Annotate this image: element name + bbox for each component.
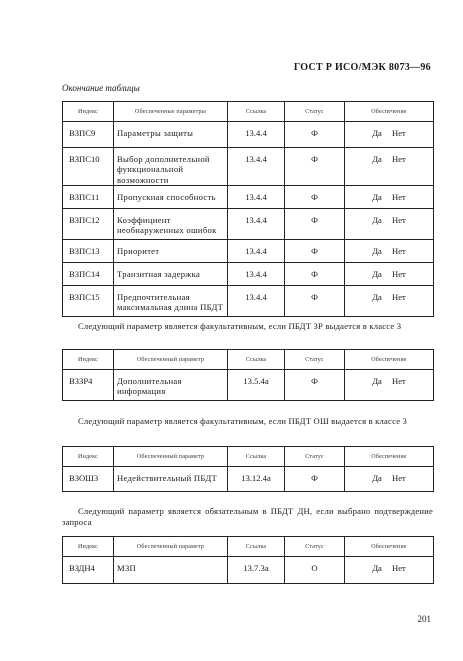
table-row	[63, 239, 434, 262]
cell-param: Выбор дополнительной функциональной возможности	[114, 148, 228, 186]
table-osh	[62, 446, 434, 492]
cell-param: Транзитная задержка	[114, 262, 228, 285]
col-header-ref: Ссылка	[228, 447, 285, 467]
paragraph-osh: Следующий параметр является факультативным, если ПБДТ ОШ выдается в классе 3	[78, 416, 408, 426]
cell-index: ВЗПС12	[63, 208, 114, 239]
cell-status: Ф	[285, 467, 345, 492]
cell-param: Коэффициент необнаруженных ошибок	[114, 208, 228, 239]
cell-ref: 13.4.4	[228, 239, 285, 262]
table-header-row	[63, 350, 434, 370]
table-row	[63, 285, 434, 316]
cell-index: ВЗПС14	[63, 262, 114, 285]
cell-status: Ф	[285, 185, 345, 208]
cell-index: ВЗПС10	[63, 148, 114, 186]
cell-provision: Да Нет	[345, 239, 434, 262]
cell-index: ВЗПС15	[63, 285, 114, 316]
cell-provision: Да Нет	[345, 185, 434, 208]
cell-status: Ф	[285, 239, 345, 262]
col-header-ref: Ссылка	[228, 350, 285, 370]
cell-ref: 13.4.4	[228, 285, 285, 316]
cell-ref: 13.4.4	[228, 148, 285, 186]
paragraph-dn: Следующий параметр является обязательным в ПБДТ ДН, если выбрано подтверждение запроса	[62, 506, 433, 527]
cell-provision: Да Нет	[345, 557, 434, 584]
col-header-params: Обеспеченные параметры	[114, 102, 228, 122]
table-header-row	[63, 102, 434, 122]
cell-status: Ф	[285, 262, 345, 285]
table-row	[63, 370, 434, 401]
cell-ref: 13.5.4а	[228, 370, 285, 401]
paragraph-zr: Следующий параметр является факультативным, если ПБДТ ЗР выдается в классе 3	[78, 321, 402, 331]
main-table	[62, 101, 434, 317]
cell-provision: Да Нет	[345, 285, 434, 316]
cell-ref: 13.4.4	[228, 208, 285, 239]
col-header-index: Индекс	[63, 537, 114, 557]
page-number: 201	[417, 614, 431, 624]
cell-status: Ф	[285, 148, 345, 186]
cell-param: МЗП	[114, 557, 228, 584]
col-header-ref: Ссылка	[228, 102, 285, 122]
col-header-provision: Обеспечение	[345, 537, 434, 557]
cell-param: Недействительный ПБДТ	[114, 467, 228, 492]
cell-param: Приоритет	[114, 239, 228, 262]
table-row	[63, 557, 434, 584]
cell-index: ВЗПС11	[63, 185, 114, 208]
col-header-param: Обеспеченный параметр	[114, 447, 228, 467]
cell-param: Параметры защиты	[114, 122, 228, 148]
table-header-row	[63, 537, 434, 557]
cell-status: Ф	[285, 122, 345, 148]
table-row	[63, 467, 434, 492]
cell-ref: 13.4.4	[228, 185, 285, 208]
cell-param: Дополнительная информация	[114, 370, 228, 401]
table-dn	[62, 536, 434, 584]
cell-status: О	[285, 557, 345, 584]
table-row	[63, 122, 434, 148]
col-header-index: Индекс	[63, 447, 114, 467]
col-header-provision: Обеспечение	[345, 447, 434, 467]
table-row	[63, 185, 434, 208]
cell-status: Ф	[285, 285, 345, 316]
cell-ref: 13.12.4а	[228, 467, 285, 492]
cell-index: ВЗПС9	[63, 122, 114, 148]
table-row	[63, 262, 434, 285]
table-row	[63, 208, 434, 239]
document-header: ГОСТ Р ИСО/МЭК 8073—96	[293, 62, 431, 73]
table-caption: Окончание таблицы	[62, 83, 140, 93]
cell-index: ВЗОШ3	[63, 467, 114, 492]
cell-index: ВЗЗР4	[63, 370, 114, 401]
col-header-provision: Обеспечение	[345, 350, 434, 370]
col-header-index: Индекс	[63, 350, 114, 370]
cell-ref: 13.4.4	[228, 122, 285, 148]
col-header-provision: Обеспечение	[345, 102, 434, 122]
col-header-status: Статус	[285, 537, 345, 557]
cell-provision: Да Нет	[345, 208, 434, 239]
cell-provision: Да Нет	[345, 467, 434, 492]
cell-status: Ф	[285, 208, 345, 239]
cell-provision: Да Нет	[345, 148, 434, 186]
cell-index: ВЗДН4	[63, 557, 114, 584]
col-header-param: Обеспеченный параметр	[114, 537, 228, 557]
table-zr	[62, 349, 434, 401]
cell-provision: Да Нет	[345, 262, 434, 285]
table-header-row	[63, 447, 434, 467]
col-header-status: Статус	[285, 350, 345, 370]
col-header-param: Обеспеченный параметр	[114, 350, 228, 370]
cell-param: Пропускная способность	[114, 185, 228, 208]
col-header-ref: Ссылка	[228, 537, 285, 557]
col-header-status: Статус	[285, 102, 345, 122]
cell-index: ВЗПС13	[63, 239, 114, 262]
cell-ref: 13.4.4	[228, 262, 285, 285]
col-header-status: Статус	[285, 447, 345, 467]
cell-ref: 13.7.3а	[228, 557, 285, 584]
cell-provision: Да Нет	[345, 370, 434, 401]
cell-status: Ф	[285, 370, 345, 401]
cell-param: Предпочтительная максимальная длина ПБДТ	[114, 285, 228, 316]
table-row	[63, 148, 434, 186]
cell-provision: Да Нет	[345, 122, 434, 148]
col-header-index: Индекс	[63, 102, 114, 122]
